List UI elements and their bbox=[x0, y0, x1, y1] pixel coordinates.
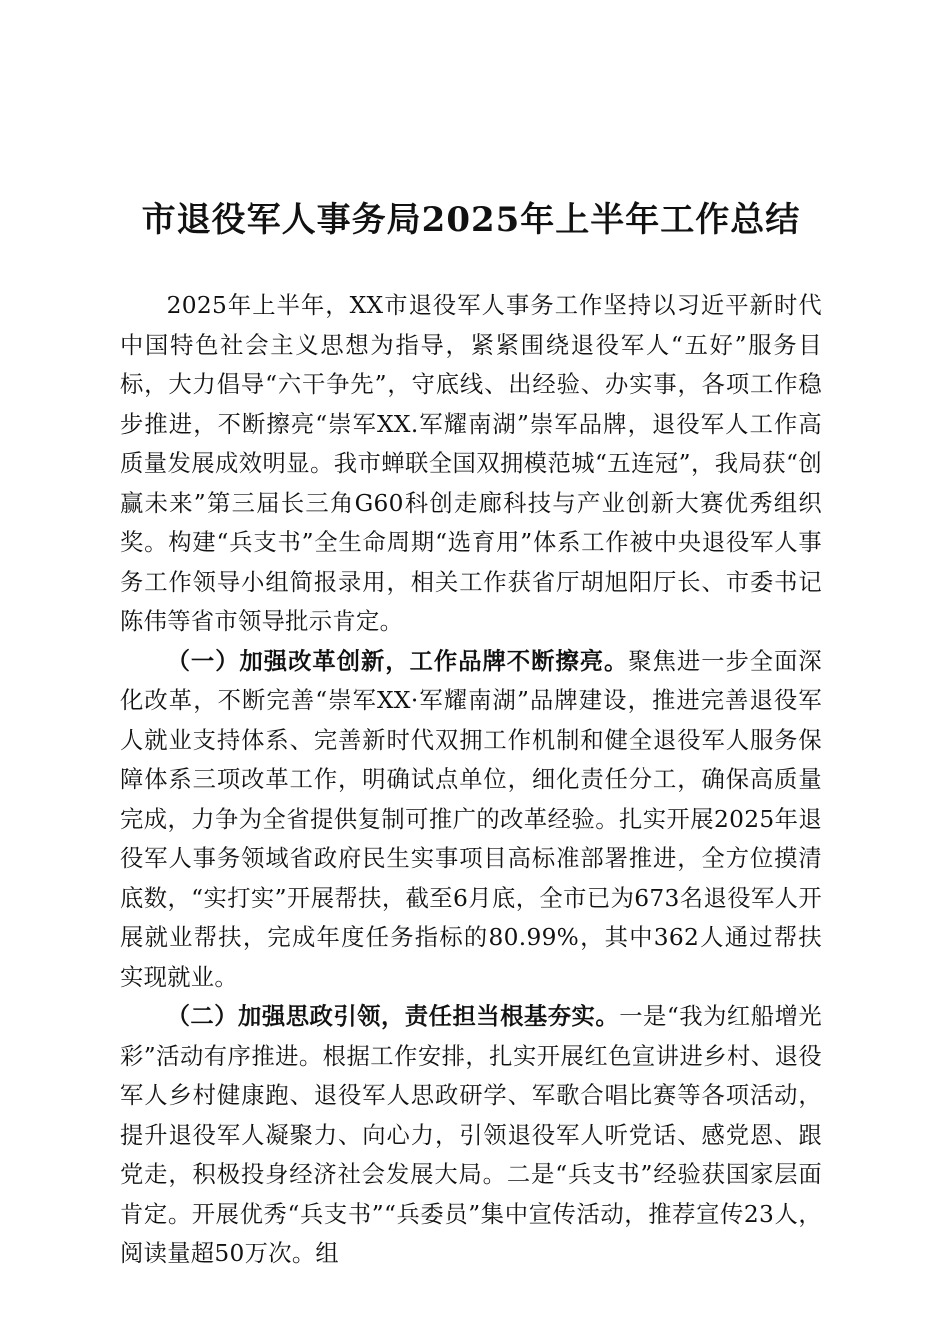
paragraph-intro bbox=[120, 286, 822, 642]
paragraph-section-2 bbox=[120, 997, 822, 1274]
section-2-text: 一是“我为红船增光彩”活动有序推进。根据工作安排，扎实开展红色宣讲进乡村、退役军人乡村健康跑、退役军人思政研学、军歌合唱比赛等各项活动，提升退役军人凝聚力、向心力，引领退役军人听党话、感党恩、跟党走，积极投身经济社会发展大局。二是“兵支书”经验获国家层面肯定。开展优秀“兵支书”“兵委员”集中宣传活动，推荐宣传23人，阅读量超50万次。组 bbox=[120, 1003, 822, 1267]
paragraph-section-1 bbox=[120, 642, 822, 998]
section-2-heading: （二）加强思政引领，责任担当根基夯实。 bbox=[166, 1003, 620, 1030]
document-body bbox=[120, 286, 822, 1274]
paragraph-intro-text: 2025年上半年，XX市退役军人事务工作坚持以习近平新时代中国特色社会主义思想为指导，紧紧围绕退役军人“五好”服务目标，大力倡导“六干争先”，守底线、出经验、办实事，各项工作稳步推进，不断擦亮“崇军XX.军耀南湖”崇军品牌，退役军人工作高质量发展成效明显。我市蝉联全国双拥模范城“五连冠”，我局获“创赢未来”第三届长三角G60科创走廊科技与产业创新大赛优秀组织奖。构建“兵支书”全生命周期“选育用”体系工作被中央退役军人事务工作领导小组简报录用，相关工作获省厅胡旭阳厅长、市委书记陈伟等省市领导批示肯定。 bbox=[120, 292, 822, 635]
section-1-heading: （一）加强改革创新，工作品牌不断擦亮。 bbox=[166, 647, 629, 675]
document-title: 市退役军人事务局2025年上半年工作总结 bbox=[141, 200, 801, 240]
section-1-text: 聚焦进一步全面深化改革，不断完善“崇军XX·军耀南湖”品牌建设，推进完善退役军人就业支持体系、完善新时代双拥工作机制和健全退役军人服务保障体系三项改革工作，明确试点单位，细化责任分工，确保高质量完成，力争为全省提供复制可推广的改革经验。扎实开展2025年退役军人事务领域省政府民生实事项目高标准部署推进，全方位摸清底数，“实打实”开展帮扶，截至6月底，全市已为673名退役军人开展就业帮扶，完成年度任务指标的80.99%，其中362人通过帮扶实现就业。 bbox=[120, 647, 822, 991]
